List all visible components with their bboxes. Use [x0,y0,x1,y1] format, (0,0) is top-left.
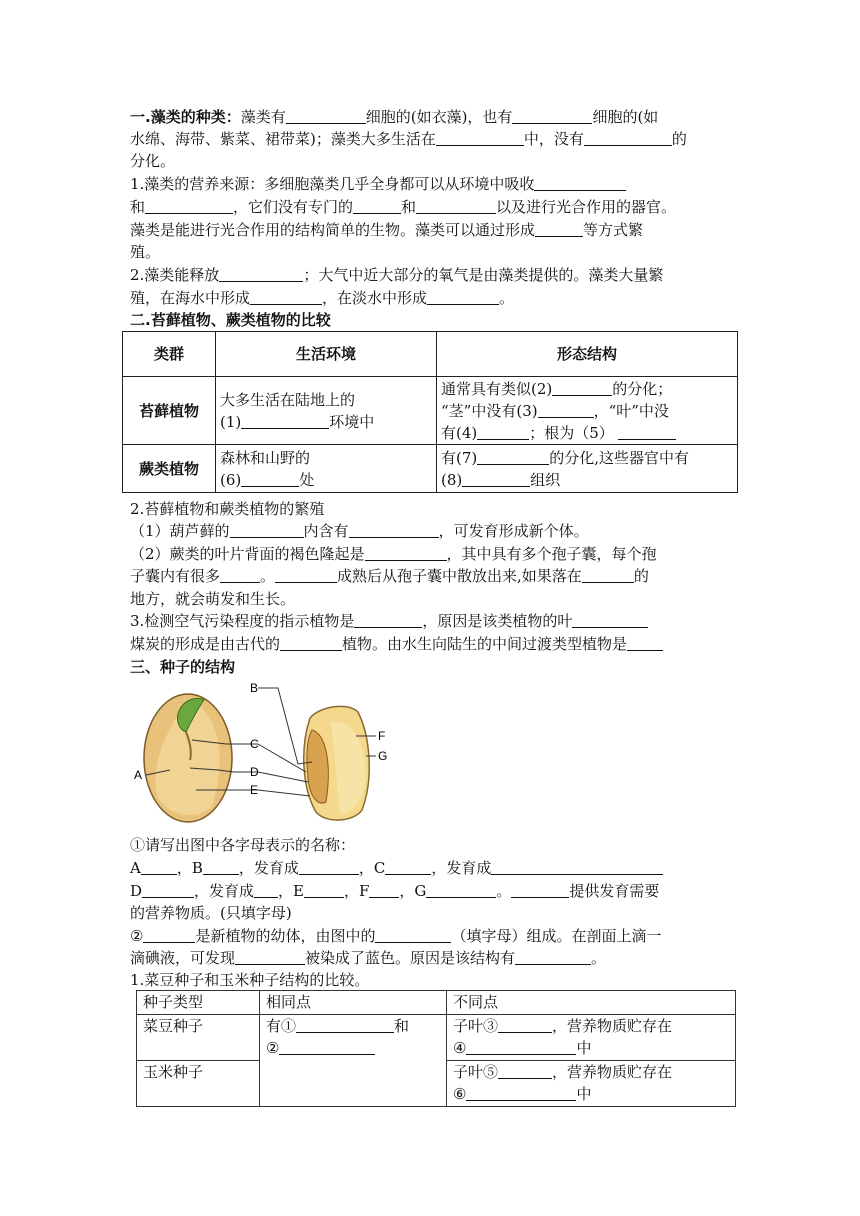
blank[interactable] [512,107,592,124]
table-row [137,991,736,1015]
blank[interactable] [498,1062,552,1079]
blank[interactable] [280,634,342,651]
blank[interactable] [582,566,634,583]
s2-line-r4: 地方，就会萌发和生长。 [130,590,296,608]
blank[interactable] [584,129,672,146]
label-f: F [378,729,386,743]
blank[interactable] [534,174,626,191]
bean-label: 菜豆种子 [137,1015,260,1061]
s1-line-2: 水绵、海带、紫菜、裙带菜)；藻类大多生活在 中，没有 的 [130,130,687,148]
blank[interactable] [426,881,496,898]
blank[interactable] [241,412,329,429]
blank[interactable] [353,197,401,214]
blank[interactable] [466,1038,576,1055]
s3-line-a3: 的营养物质。(只填字母) [130,904,292,922]
table-row [123,445,738,493]
s2-line-r6: 煤炭的形成是由古代的 植物。由水生向陆生的中间过渡类型植物是 [130,633,663,655]
blank[interactable] [498,1016,552,1033]
blank[interactable] [354,611,422,628]
blank[interactable] [427,288,499,305]
s1-line-3: 分化。 [130,152,176,170]
s1-heading: 一.藻类的种类： [130,108,241,126]
blank[interactable] [219,265,303,282]
blank[interactable] [141,858,177,875]
s2-repro-title: 2.苔藓植物和蕨类植物的繁殖 [130,500,325,518]
s2-line-r3: 子囊内有很多 。 成熟后从孢子囊中散放出来,如果落在 的 [130,567,649,585]
blank[interactable] [627,634,663,651]
blank[interactable] [279,1038,375,1055]
label-e: E [250,783,259,797]
blank[interactable] [535,220,583,237]
blank[interactable] [375,926,451,943]
label-g: G [378,749,388,763]
fern-environment: 森林和山野的 (6) 处 [216,445,437,493]
same-cell: 有① 和 ② [260,1015,447,1107]
blank[interactable] [511,881,569,898]
blank[interactable] [304,881,344,898]
blank[interactable] [220,566,260,583]
s3-line-q2b: 滴碘液，可发现 被染成了蓝色。原因是该结构有 。 [130,949,607,967]
th-same: 相同点 [260,991,447,1015]
blank[interactable] [296,1016,394,1033]
th-diff: 不同点 [447,991,736,1015]
seed-compare-table [136,990,736,1107]
blank[interactable] [142,881,194,898]
blank[interactable] [235,948,305,965]
s1-line-9: 殖，在海水中形成 ，在淡水中形成 。 [130,289,515,307]
blank[interactable] [385,858,431,875]
s3-line-a2: D ，发育成 ，E ，F ，G 。 提供发育需要 [130,882,660,900]
blank[interactable] [254,881,278,898]
moss-structure: 通常具有类似(2) 的分化； “茎”中没有(3) ，“叶”中没 有(4) ；根为（5） [437,377,738,445]
blank[interactable] [241,470,299,487]
th-group: 类群 [123,332,216,377]
s1-line-4: 1.藻类的营养来源：多细胞藻类几乎全身都可以从环境中吸收 [130,173,626,195]
s2-line-r5: 3.检测空气污染程度的指示植物是 ，原因是该类植物的叶 [130,610,648,632]
s1-line-8: 2.藻类能释放 ；大气中近大部分的氧气是由藻类提供的。藻类大量繁 [130,266,664,284]
moss-name: 苔藓植物 [123,377,216,445]
fern-name: 蕨类植物 [123,445,216,493]
s1-line-1: 一.藻类的种类：藻类有 细胞的(如衣藻)，也有 细胞的(如 [130,108,659,126]
blank[interactable] [552,379,612,396]
blank[interactable] [466,1084,576,1101]
bean-diff: 子叶③ ，营养物质贮存在 ④ 中 [447,1015,736,1061]
blank[interactable] [286,107,366,124]
blank[interactable] [491,858,663,875]
s1-line-6: 藻类是能进行光合作用的结构简单的生物。藻类可以通过形成 等方式繁 [130,221,644,239]
table-row [137,1015,736,1061]
blank[interactable] [572,611,648,628]
seed-diagram [130,678,400,828]
blank[interactable] [369,881,399,898]
blank[interactable] [203,858,239,875]
th-environment: 生活环境 [216,332,437,377]
label-d: D [250,765,259,779]
s2-heading: 二.苔藓植物、蕨类植物的比较 [130,311,331,329]
blank[interactable] [538,401,594,418]
moss-fern-table [122,331,738,493]
corn-label: 玉米种子 [137,1061,260,1107]
blank[interactable] [299,858,359,875]
blank[interactable] [416,197,496,214]
blank[interactable] [462,470,530,487]
table-row [123,377,738,445]
s3-heading: 三、种子的结构 [130,658,236,676]
fern-structure: 有(7) 的分化,这些器官中有 (8) 组织 [437,445,738,493]
s3-line-q3: 1.菜豆种子和玉米种子结构的比较。 [130,971,370,989]
blank[interactable] [365,544,447,561]
s2-line-r1: （1）葫芦藓的 内含有 ，可发育形成新个体。 [130,522,589,540]
blank[interactable] [477,423,529,440]
label-c: C [250,737,259,751]
th-structure: 形态结构 [437,332,738,377]
blank[interactable] [275,566,337,583]
s1-line-5: 和 ，它们没有专门的 和 以及进行光合作用的器官。 [130,198,677,216]
blank[interactable] [250,288,322,305]
blank[interactable] [143,926,195,943]
s3-line-a1: A ，B ，发育成 ，C ，发育成 [130,857,663,879]
blank[interactable] [436,129,524,146]
s1-line-7: 殖。 [130,243,161,261]
s3-line-q2: ② 是新植物的幼体，由图中的 （填字母）组成。在剖面上滴一 [130,927,662,945]
th-seed-type: 种子类型 [137,991,260,1015]
blank[interactable] [515,948,591,965]
corn-diff: 子叶⑤ ，营养物质贮存在 ⑥ 中 [447,1061,736,1107]
s3-q1: ①请写出图中各字母表示的名称： [130,836,356,854]
blank[interactable] [145,197,233,214]
moss-environment: 大多生活在陆地上的 (1) 环境中 [216,377,437,445]
blank[interactable] [349,521,439,538]
blank[interactable] [477,448,549,465]
s2-line-r2: （2）蕨类的叶片背面的褐色隆起是 ，其中具有多个孢子囊，每个孢 [130,545,657,563]
label-b: B [250,681,259,695]
label-a: A [134,768,143,782]
blank[interactable] [618,423,676,440]
blank[interactable] [230,521,304,538]
